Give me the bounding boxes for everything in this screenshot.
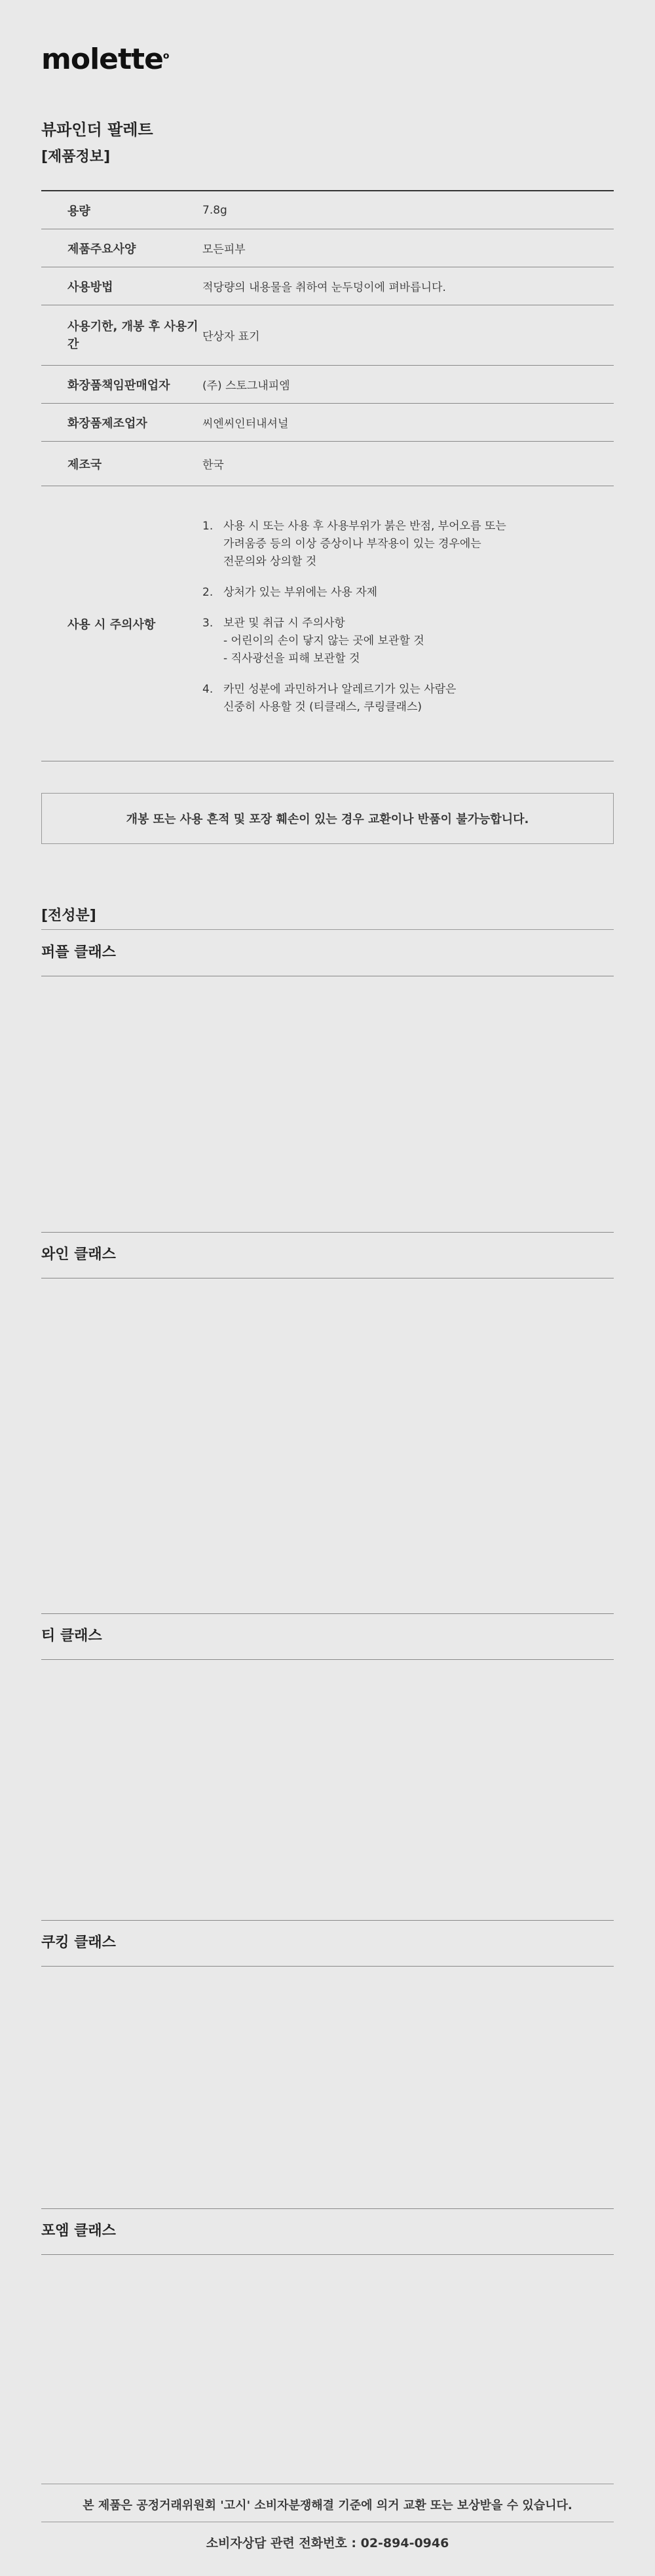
skin-type-value: 모든피부 [202,243,246,256]
expiry-value: 단상자 표기 [202,330,260,343]
usage-label: 사용방법 [67,280,113,294]
capacity-label: 용량 [67,204,90,218]
class-title: 쿠킹 클래스 [41,1934,116,1951]
seller-value: (주) 스토그내피엠 [202,379,290,393]
class-title: 티 클래스 [41,1628,102,1644]
customer-service-phone: 소비자상담 관련 전화번호 : 02-894-0946 [206,2536,449,2550]
info-row-expiry [41,305,614,366]
product-info-heading: [제품정보] [41,149,111,165]
ingredient-class-poem [41,2208,614,2470]
origin-value: 한국 [202,459,224,472]
ingredients-heading: [전성분] [41,908,96,924]
info-row-seller [41,366,614,404]
capacity-value: 7.8g [202,203,227,217]
ingredient-class-tea [41,1613,614,1908]
caution-item: 1. 사용 시 또는 사용 후 사용부위가 붉은 반점, 부어오름 또는 가려움증 등의 이상 증상이나 부작용이 있는 경우에는 전문의와 상의할 것 [202,520,506,568]
footer-exchange-notice: 본 제품은 공정거래위원회 '고시' 소비자분쟁해결 기준에 의거 교환 또는 보상받을 수 있습니다. [83,2499,572,2512]
info-row-skin-type [41,229,614,267]
class-title: 포엠 클래스 [41,2223,116,2239]
info-row-origin [41,442,614,486]
info-row-cautions [41,486,614,761]
class-divider [41,2254,614,2255]
product-name: 뷰파인더 팔레트 [41,121,153,139]
class-title: 퍼플 클래스 [41,944,116,961]
origin-label: 제조국 [67,457,102,472]
class-divider [41,1659,614,1660]
info-row-usage [41,267,614,305]
brand-logo: molette$^o$ [41,43,169,76]
ingredient-class-wine [41,1232,614,1599]
ingredients-divider [41,929,614,930]
info-row-maker [41,404,614,442]
class-divider [41,1966,614,1967]
caution-item: 4. 카민 성분에 과민하거나 알레르기가 있는 사람은 신중히 사용할 것 (티클래스, 쿠링클래스) [202,683,457,714]
ingredient-class-purple [41,931,614,1232]
product-info-table [41,190,614,761]
expiry-label: 사용기한, 개봉 후 사용기간 [67,319,198,351]
usage-value: 적당량의 내용물을 취하여 눈두덩이에 펴바릅니다. [202,281,446,294]
skin-type-label: 제품주요사양 [67,242,136,256]
cautions-label: 사용 시 주의사항 [67,617,156,632]
maker-value: 씨엔씨인터내셔널 [202,417,289,431]
class-title: 와인 클래스 [41,1246,116,1263]
caution-item: 3. 보관 및 취급 시 주의사항 - 어린이의 손이 닿지 않는 곳에 보관할 것 - 직사광선을 피해 보관할 것 [202,617,424,665]
ingredient-class-cooking [41,1920,614,2195]
cautions-list [202,494,506,753]
seller-label: 화장품책임판매업자 [67,378,170,393]
maker-label: 화장품제조업자 [67,416,147,431]
info-row-capacity [41,191,614,229]
caution-item: 2. 상처가 있는 부위에는 사용 자제 [202,586,378,599]
return-policy-notice: 개봉 또는 사용 흔적 및 포장 훼손이 있는 경우 교환이나 반품이 불가능합니다. [41,793,614,844]
